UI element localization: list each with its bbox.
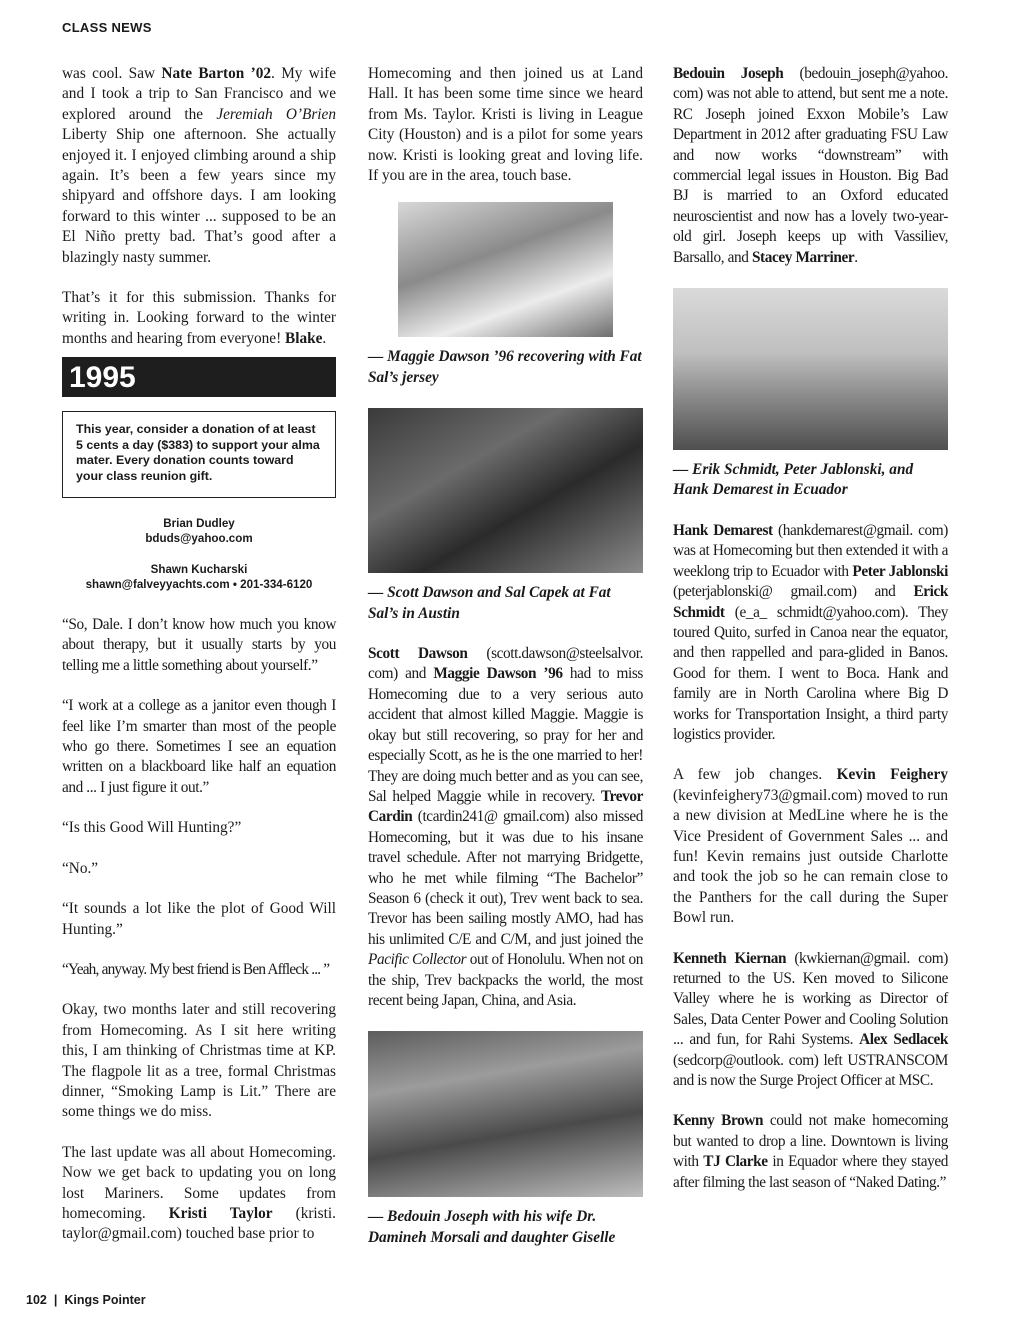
class-year-banner: 1995 bbox=[62, 357, 336, 397]
donation-callout: This year, consider a donation of at least 5 cents a day ($383) to support your alma mater. Every donation counts toward your class reunion gift. bbox=[62, 411, 336, 497]
article-paragraph: “So, Dale. I don’t know how much you know about therapy, but it usually starts by you telling me a little something about yourself.” bbox=[62, 616, 336, 674]
article-paragraph: The last update was all about Homecoming. Now we get back to updating you on long lost Mariners. Some updates from homecoming. Kristi Taylor (kristi. taylor@gmail.com) touched base prior to bbox=[62, 1143, 336, 1243]
photo-scott-dawson-sal-capek bbox=[368, 408, 643, 573]
footer-separator: | bbox=[53, 1293, 58, 1307]
column-2 bbox=[368, 64, 643, 1268]
photo-maggie-dawson bbox=[398, 202, 613, 337]
article-paragraph: A few job changes. Kevin Feighery (kevinfeighery73@gmail.com) moved to run a new division at MedLine where he is the Vice President of Government Sales ... and fun! Kevin remains just outside Charlotte and took the job so he can remain close to the Panthers for the call during the Super Bowl run. bbox=[673, 766, 948, 927]
article-paragraph: Hank Demarest (hankdemarest@gmail. com) was at Homecoming but then extended it with a weeklong trip to Ecuador with Peter Jablonski (peterjablonski@ gmail.com) and Erick Schmidt (e_a_ schmidt@yahoo.com). They toured Quito, surfed in Canoa near the equator, and then rappelled and para-glided in Banos. Good for them. I went to Boca. Hank and family are in North Carolina where Big D works for Transportation Insight, a third party logistics provider. bbox=[673, 521, 949, 743]
page-number: 102 bbox=[26, 1293, 47, 1307]
article-paragraph: “Is this Good Will Hunting?” bbox=[62, 819, 242, 837]
article-paragraph: “It sounds a lot like the plot of Good Will Hunting.” bbox=[62, 900, 336, 938]
article-paragraph: “I work at a college as a janitor even though I feel like I’m smarter than most of the people who go there. Sometimes I see an equation written on a blackboard like half an equation and ... I just figure it out.” bbox=[62, 697, 336, 796]
column-3 bbox=[673, 64, 948, 1193]
article-paragraph: Okay, two months later and still recovering from Homecoming. As I sit here writing this, I am thinking of Christmas time at KP. The flagpole lit as a tree, formal Christmas dinner, “Smoking Lamp is Lit.” There are some things we do miss. bbox=[62, 1001, 336, 1121]
section-header: CLASS NEWS bbox=[62, 20, 152, 35]
correspondent bbox=[62, 516, 336, 547]
class-correspondents bbox=[62, 516, 336, 593]
article-paragraph: “No.” bbox=[62, 859, 99, 877]
correspondent-contact[interactable]: shawn@falveyyachts.com • 201-334-6120 bbox=[85, 578, 313, 592]
photo-bedouin-joseph-family bbox=[368, 1031, 643, 1197]
article-paragraph: Homecoming and then joined us at Land Hall. It has been some time since we heard from Ms. Taylor. Kristi is living in League City (Houston) and is a pilot for some years now. Kristi is looking great and loving life. If you are in the area, touch base. bbox=[368, 65, 643, 185]
article-paragraph: “Yeah, anyway. My best friend is Ben Affleck ... ” bbox=[62, 960, 330, 978]
page-footer bbox=[26, 1293, 146, 1307]
article-paragraph: That’s it for this submission. Thanks for writing in. Looking forward to the winter months and hearing from everyone! Blake. bbox=[62, 289, 336, 347]
photo-caption: — Scott Dawson and Sal Capek at Fat Sal’s in Austin bbox=[368, 584, 611, 622]
article-paragraph: Scott Dawson (scott.dawson@steelsalvor. com) and Maggie Dawson ’96 had to miss Homecoming due to a very serious auto accident that almost killed Maggie. Maggie is okay but still recovering, so pray for her and especially Scott, as he is the one married to her! They are doing much better and as you can see, Sal helped Maggie while in recovery. Trevor Cardin (tcardin241@ gmail.com) also missed Homecoming, but it was due to his insane travel schedule. After not marrying Bridgette, who he met while filming “The Bachelor” Season 6 (check it out), Trev went back to sea. Trevor has been sailing mostly AMO, had has his unlimited C/E and C/M, and just joined the Pacific Collector out of Honolulu. When not on the ship, Trev backpacks the world, the most recent being Japan, China, and Asia. bbox=[368, 645, 643, 1009]
correspondent-name: Brian Dudley bbox=[163, 516, 235, 530]
photo-ecuador-trip bbox=[673, 288, 948, 450]
correspondent bbox=[62, 562, 336, 593]
correspondent-email[interactable]: bduds@yahoo.com bbox=[145, 532, 253, 546]
photo-caption: — Maggie Dawson ’96 recovering with Fat Sal’s jersey bbox=[368, 348, 642, 386]
article-paragraph: Bedouin Joseph (bedouin_joseph@yahoo. com) was not able to attend, but sent me a note. RC Joseph joined Exxon Mobile’s Law Department in 2012 after graduating FSU Law and now works “downstream” with commercial legal issues in Houston. Big Bad BJ is married to an Oxford educated neuroscientist and now has a lovely two-year-old girl. Joseph keeps up with Vassiliev, Barsallo, and Stacey Marriner. bbox=[673, 65, 948, 266]
column-1 bbox=[62, 64, 336, 1245]
article-paragraph: was cool. Saw Nate Barton ’02. My wife and I took a trip to San Francisco and we explored around the Jeremiah O’Brien Liberty Ship one afternoon. She actually enjoyed it. I enjoyed climbing around a ship again. It’s been a few years since my shipyard and offshore days. I am looking forward to this winter ... supposed to be an El Niño pretty bad. That’s good after a blazingly nasty summer. bbox=[62, 65, 336, 266]
photo-caption: — Erik Schmidt, Peter Jablonski, and Hank Demarest in Ecuador bbox=[673, 461, 914, 499]
correspondent-name: Shawn Kucharski bbox=[150, 562, 248, 576]
article-paragraph: Kenneth Kiernan (kwkiernan@gmail. com) returned to the US. Ken moved to Silicone Valley where he is working as Director of Sales, Data Center Power and Cooling Solution ... and fun, for Rahi Systems. Alex Sedlacek (sedcorp@outlook. com) left USTRANSCOM and is now the Surge Project Officer at MSC. bbox=[673, 949, 948, 1090]
publication-name: Kings Pointer bbox=[64, 1293, 146, 1307]
article-paragraph: Kenny Brown could not make homecoming but wanted to drop a line. Downtown is living with TJ Clarke in Equador where they stayed after filming the last season of “Naked Dating.” bbox=[673, 1112, 948, 1191]
photo-caption: — Bedouin Joseph with his wife Dr. Damineh Morsali and daughter Giselle bbox=[368, 1208, 616, 1246]
